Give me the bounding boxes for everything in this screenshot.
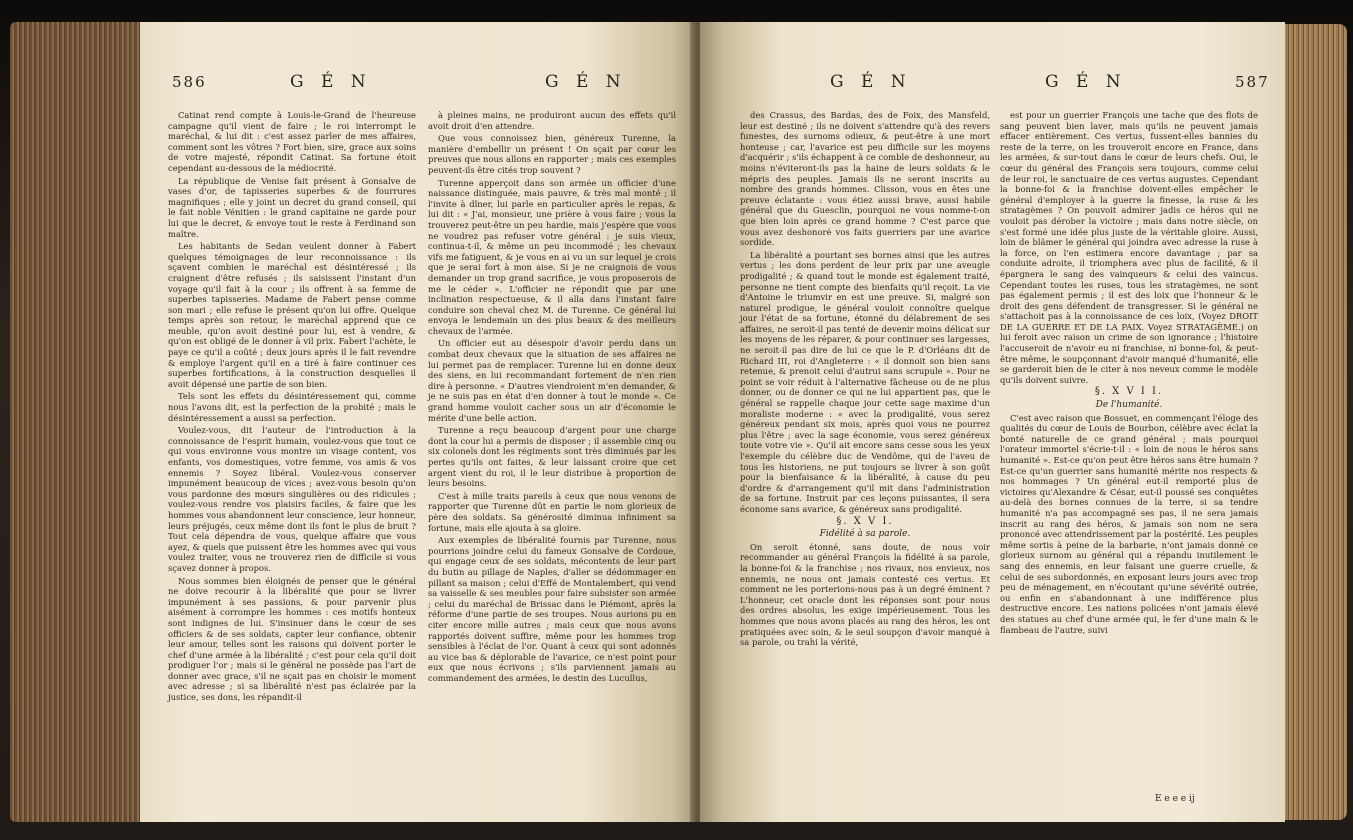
section-16-subtitle: Fidélité à sa parole. bbox=[819, 529, 911, 540]
right-column-1 bbox=[740, 110, 990, 650]
paragraph: Nous sommes bien éloignés de penser que le général ne doive recourir à la libéralité que pour se livrer impunément à ses passions, & pour parvenir plus aisément à corrompre les hommes : ces motifs honteux sont indignes de lui. S'insinuer dans le cœur de ses officiers & de ses soldats, capter leur confiance, obtenir leur amour, telles sont les raisons qui doivent porter le chef d'une armée à la libéralité ; c'est pour cela qu'il doit prodiguer l'or ; mais si le général ne possède pas l'art de donner avec grace, s'il ne sçait pas en choisir le moment avec adresse ; si sa libéralité n'est pas éclairée par la justice, ses dons, les répandit-il bbox=[168, 575, 416, 703]
paragraph: Catinat rend compte à Louis-le-Grand de l'heureuse campagne qu'il vient de faire ; le roi interrompt le maréchal, & lui dit : c'est assez parler de mes affaires, comment sont les vôtres ? Fort bien, sire, grace aux soins de votre majesté, répondit Catinat. Sa fortune étoit cependant au-dessous de la médiocrité. bbox=[168, 110, 416, 173]
paragraph: des Crassus, des Bardas, des de Foix, des Mansfeld, leur est destiné ; ils ne doivent s'attendre qu'à des revers funestes, des surnoms odieux, & peut-être à une mort honteuse ; car, l'avarice est peu difficile sur les moyens d'acquérir ; s'ils échappent à ce comble de deshonneur, au moins n'éviteront-ils pas la haine de leurs soldats & le mépris des peuples. Jamais ils ne seront inscrits au nombre des grands hommes. Clisson, vous en êtes une preuve éclatante : vous étiez aussi brave, aussi habile général que du Guesclin, pourquoi ne vous nomme-t-on que bien loin après ce grand homme ? C'est parce que vous avez deshonoré vos faits guerriers par une avarice sordide. bbox=[740, 110, 990, 248]
paragraph: La république de Venise fait présent à Gonsalve de vases d'or, de tapisseries superbes & de fourrures magnifiques ; elle y joint un decret du grand conseil, qui le fait noble Vénitien : le grand capitaine ne garde pour lui que le decret, & envoye tout le reste à Ferdinand son maître. bbox=[168, 175, 416, 239]
running-head-right-1: G É N bbox=[830, 72, 912, 92]
paragraph: C'est à mille traits pareils à ceux que nous venons de rapporter que Turenne dût en partie le nom glorieux de père des soldats. Sa générosité diminua infiniment sa fortune, mais elle ajouta à sa gloire. bbox=[428, 490, 676, 533]
paragraph: Turenne a reçu beaucoup d'argent pour une charge dont la cour lui a permis de disposer ; il assemble cinq ou six colonels dont les régiments sont très diminués par les pertes qu'ils ont faites, & leur laissant croire que cet argent vient du roi, il le leur distribue à proportion de leurs besoins. bbox=[428, 425, 676, 489]
left-column-2 bbox=[428, 110, 676, 685]
left-column-1 bbox=[168, 110, 416, 705]
signature-mark: E e e e ij bbox=[1155, 794, 1195, 804]
right-column-2 bbox=[1000, 110, 1258, 637]
left-page bbox=[140, 22, 695, 822]
page-number-right: 587 bbox=[1235, 73, 1270, 91]
paragraph: Aux exemples de libéralité fournis par Turenne, nous pourrions joindre celui du fameux Gonsalve de Cordoue, qui engage ceux de ses soldats, mécontents de leur part du butin au pillage de Naples, d'aller se dédommager en pillant sa maison ; celui d'Effé de Montalembert, qui vend sa vaisselle & ses meubles pour faire subsister son armée ; celui du maréchal de Brissac dans le Piémont, après la réforme d'une partie de ses troupes. Nous aurions pu en citer encore mille autres ; mais ceux que nous avons rapportés doivent suffire, même pour les hommes trop sensibles à l'éclat de l'or. Quant à ceux qui sont adonnés au vice bas & déplorable de l'avarice, ce n'est point pour eux que nous écrivons ; s'ils parviennent jamais au commandement des armées, le destin des Lucullus, bbox=[428, 535, 676, 683]
right-page bbox=[700, 22, 1285, 822]
paragraph: Tels sont les effets du désintéressement qui, comme nous l'avons dit, est la perfection de la probité ; mais le désintéressement a aussi sa perfection. bbox=[168, 391, 416, 423]
page-number-left: 586 bbox=[172, 73, 207, 91]
paragraph: à pleines mains, ne produiront aucun des effets qu'il avoit droit d'en attendre. bbox=[428, 110, 676, 131]
paragraph: est pour un guerrier François une tache que des flots de sang peuvent bien laver, mais qu'ils ne peuvent jamais effacer entièrement. Ces vertus, fussent-elles bannies du reste de la terre, on les trouveroit encore en France, dans les armées, & sur-tout dans le cœur de leurs chefs. Oui, le cœur du général des François sera toujours, comme celui de leur roi, le sanctuaire de ces vertus augustes. Cependant la bonne-foi & la franchise doivent-elles empêcher le général d'employer à la guerre la finesse, la ruse & les stratagèmes ? On pouvoit admirer jadis ce héros qui ne vouloit pas dérober la victoire ; mais dans notre siècle, on s'est formé une idée plus juste de la véritable gloire. Aussi, loin de blâmer le général qui joindra avec adresse la ruse à la force, on l'en estimera encore davantage ; par sa conduite adroite, il triomphera avec plus de facilité, & il épargnera le sang des vainqueurs & celui des vaincus. Cependant toutes les ruses, tous les stratagèmes, ne sont pas également permis ; il est des loix que l'honneur & le droit des gens défendent de transgresser. Si le général ne s'attachoit pas à la connoissance de ces loix, (Voyez DROIT DE LA GUERRE ET DE LA PAIX. Voyez STRATAGÈME.) on lui feroit avec raison un crime de son ignorance ; l'histoire l'accuseroit de n'avoir eu ni franchise, ni bonne-foi, & peut-être même, le soupçonnant d'avoir manqué d'humanité, elle se garderoit bien de le citer à nos neveux comme le modèle qu'ils doivent suivre. bbox=[1000, 110, 1258, 385]
paragraph: La libéralité a pourtant ses bornes ainsi que les autres vertus ; les dons perdent de leur prix par une aveugle prodigalité ; & quand tout le monde est également traité, personne ne tient compte des bienfaits qu'il reçoit. La vie d'Antoine le triumvir en est une preuve. Si, malgré son naturel prodigue, le général vouloit connoître quelque jour l'état de sa fortune, étonné du délabrement de ses affaires, ne seroit-il pas tenté de devenir moins délicat sur les moyens de les réparer, & pour continuer ses largesses, ne seroit-il pas dire de lui ce que le P. d'Orléans dit de Richard III, roi d'Angleterre : « il donnoit son bien sans retenue, & prenoit celui d'autrui sans scrupule ». Pour ne point se voir réduit à l'alternative fâcheuse ou de ne plus donner, ou de donner ce qui ne lui appartient pas, que le général se rappelle chaque jour cette sage maxime d'un moraliste moderne : « avec la prodigalité, vous serez généreux pendant six mois, après quoi vous ne pourrez plus l'être ; avec la sage économie, vous serez généreux toute votre vie ». Qu'il ait encore sans cesse sous les yeux l'exemple du célèbre duc de Vendôme, qui de l'aveu de tous les historiens, ne put toujours se livrer à son goût pour la bienfaisance & la libéralité, à cause du peu d'ordre & d'arrangement qu'il mit dans l'administration de sa fortune. Instruit par ces leçons puissantes, il sera économe sans avarice, & généreux sans prodigalité. bbox=[740, 249, 990, 514]
running-head-left-1: G É N bbox=[290, 72, 372, 92]
paragraph: Que vous connoissez bien, généreux Turenne, la manière d'embellir un présent ! On sçait par cœur les preuves que nous allons en rapporter ; mais ces exemples peuvent-ils être cités trop souvent ? bbox=[428, 133, 676, 175]
paragraph: C'est avec raison que Bossuet, en commençant l'éloge des qualités du cœur de Louis de Bourbon, célèbre avec éclat la bonté naturelle de ce grand général ; mais pourquoi l'orateur immortel s'écrie-t-il : « loin de nous le héros sans humanité ». Est-ce qu'on peut être héros sans être humain ? Est-ce qu'un guerrier sans humanité mérite nos respects & nos hommages ? Un général eut-il remporté plus de victoires qu'Alexandre & César, eut-il poussé ses conquêtes au-delà des bornes connues de la terre, si sa tendre humanité n'a pas accompagné ses pas, il ne sera jamais inscrit au rang des héros, & jamais son nom ne sera prononcé avec attendrissement par la postérité. Les peuples même sortis à peine de la barbarie, n'ont jamais donné ce glorieux surnom au général qui a répandu inutilement le sang des ennemis, en leur faisant une guerre cruelle, & celui de ses subordonnés, en exposant leurs jours avec trop peu de ménagement, en n'écoutant qu'une sévérité outrée, ou enfin en s'abandonnant à une indifférence plus destructive encore. Les nations policées n'ont jamais élevé des statues au chef d'une armée qui, le fer d'une main & le flambeau de l'autre, suivi bbox=[1000, 412, 1258, 635]
section-16-title: §. X V I. bbox=[836, 515, 894, 527]
page-edges-left bbox=[10, 22, 150, 822]
paragraph: Les habitants de Sedan veulent donner à Fabert quelques témoignages de leur reconnoissance : ils sçavent combien le maréchal est désintéressé ; ils craignent d'être refusés ; ils saisissent l'instant d'un voyage qu'il fait à la cour ; ils offrent à sa femme de superbes tapisseries. Madame de Fabert pense comme son mari ; elle refuse le présent qu'on lui offre. Quelque temps après son retour, le maréchal apprend que ce meuble, qu'on avoit destiné pour lui, est à vendre, & qu'on est obligé de le donner à vil prix. Fabert l'achète, le paye ce qu'il a coûté ; deux jours après il le fait revendre & employe l'argent qu'il en a tiré à faire continuer ces superbes fortifications, à la construction desquelles il avoit dépensé une partie de son bien. bbox=[168, 241, 416, 389]
paragraph: Turenne apperçoit dans son armée un officier d'une naissance distinguée, mais pauvre, & très mal monté ; il l'invite à dîner, lui parle en particulier après le repas, & lui dit : « J'ai, monsieur, une prière à vous faire ; vous la trouverez peut-être un peu hardie, mais j'espère que vous ne voudrez pas refuser votre général : je suis vieux, continua-t-il, & même un peu incommodé ; les chevaux vifs me fatiguent, & je vous en ai vu un sur lequel je crois que je serai fort à mon aise. Si je ne craignois de vous demander un trop grand sacrifice, je vous proposerois de me le céder ». L'officier ne répondit que par une inclination respectueuse, & il alla dans l'instant faire conduire son cheval chez M. de Turenne. Ce général lui envoya le lendemain un des plus beaux & des meilleurs chevaux de l'armée. bbox=[428, 177, 676, 336]
paragraph: Voulez-vous, dit l'auteur de l'introduction à la connoissance de l'esprit humain, voulez-vous que tout ce qui vous environne vous montre un visage content, vos enfants, vos domestiques, votre femme, vos amis & vos ennemis ? Soyez libéral. Voulez-vous conserver impunément beaucoup de vices ; avez-vous besoin qu'on vous pardonne des mœurs singulières ou des ridicules ; voulez-vous rendre vos plaisirs faciles, & faire que les hommes vous abandonnent leur conscience, leur honneur, leurs préjugés, ceux même dont ils font le plus de bruit ? Tout cela dépendra de vous, quelque affaire que vous ayez, & quels que puissent être les hommes avec qui vous voulez traiter, vous ne trouverez rien de difficile si vous sçavez donner à propos. bbox=[168, 425, 416, 573]
running-head-left-2: G É N bbox=[545, 72, 627, 92]
paragraph: On seroit étonné, sans doute, de nous voir recommander au général François la fidélité à sa parole, la bonne-foi & la franchise ; nos rivaux, nos envieux, nos ennemis, ne nous ont jamais contesté ces vertus. Et comment ne les porterions-nous pas à un degré éminent ? L'honneur, cet oracle dont les réponses sont pour nous des ordres absolus, les exige impérieusement. Tous les hommes que nous avons placés au rang des héros, les ont pratiquées avec soin, & le seul soupçon d'avoir manqué à sa parole, ou trahi la vérité, bbox=[740, 541, 990, 648]
section-17-subtitle: De l'humanité. bbox=[1095, 400, 1163, 411]
section-17-title: §. X V I I. bbox=[1094, 386, 1164, 398]
running-head-right-2: G É N bbox=[1045, 72, 1127, 92]
paragraph: Un officier eut au désespoir d'avoir perdu dans un combat deux chevaux que la situation de ses affaires ne lui permet pas de remplacer. Turenne lui en donne deux des siens, en lui recommandant fortement de n'en rien dire à personne. « D'autres viendroient m'en demander, & je ne suis pas en état d'en donner à tout le monde ». Ce grand homme vouloit cacher sous un air d'économie le mérite d'une belle action. bbox=[428, 338, 676, 423]
